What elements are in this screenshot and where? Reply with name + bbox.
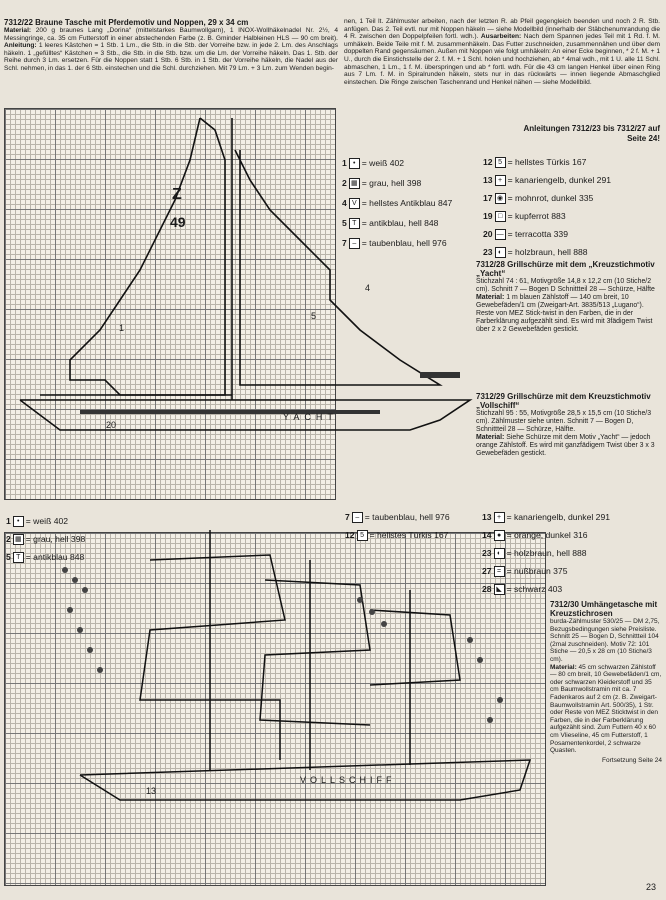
legend-num: 27 xyxy=(482,566,492,576)
legend-item xyxy=(345,508,485,526)
legend-symbol: + xyxy=(494,512,505,523)
section-30-title: 7312/30 Umhängetasche mit Kreuzstichrosen xyxy=(550,600,658,618)
legend-symbol: T xyxy=(349,218,360,229)
legend-symbol: ◣ xyxy=(494,584,505,595)
legend-symbol: = xyxy=(494,566,505,577)
legend-item xyxy=(482,580,662,598)
legend-label: = antikblau, hell 848 xyxy=(361,218,439,228)
section-22-title: 7312/22 Braune Tasche mit Pferdemotiv und Noppen, 29 x 34 cm xyxy=(4,18,249,27)
legend-symbol: □ xyxy=(495,211,506,222)
legend-symbol: ◐ xyxy=(494,548,505,559)
sails-outline-1 xyxy=(140,555,285,760)
legend-symbol: T xyxy=(13,552,24,563)
section-30-material-label: Material: xyxy=(550,663,577,671)
section-29-material-label: Material: xyxy=(476,434,505,441)
legend-label: = kupferrot 883 xyxy=(507,211,566,221)
legend-num: 19 xyxy=(483,211,493,221)
legend-symbol: V xyxy=(349,198,360,209)
anleitung-text: 1 leeres Kästchen = 1 Stb. 1 Lm., die Stb. in die Stb. der Vorreihe bzw. in jede 2. Lm. des Anschlags häkeln. 1 „gefülltes“ Kästchen = 3 Stb., die Stb. in die Stb. bzw. um die Lm. der Vorreihe häkeln. Das 1. Stb. der Reihe durch 3 Lm. ersetzen. Für die Noppen statt 1 Stb. 6 Stb. in 1 Stb. der Vorreihe häkeln, die Nadel aus der Schl. nehmen, in das 1. der 6 Stb. einstechen und die Schl. durchziehen. Mit 79 Lm. + 3 Lm. zum Wenden begin- xyxy=(4,42,338,72)
legend-label: = taubenblau, hell 976 xyxy=(361,238,447,248)
legend-symbol: – xyxy=(349,238,360,249)
cross-reference: Anleitungen 7312/23 bis 7312/27 auf Seite 24! xyxy=(523,124,660,143)
page-number: 23 xyxy=(646,882,657,892)
legend-label: = orange, dunkel 316 xyxy=(506,530,588,540)
legend-item xyxy=(345,526,485,544)
section-30-block xyxy=(550,600,662,764)
sails-outline-2 xyxy=(260,580,370,725)
legend-symbol: ▦ xyxy=(349,178,360,189)
legend-num: 5 xyxy=(342,218,347,228)
chart-label-5: 5 xyxy=(311,311,317,321)
legend-num: 2 xyxy=(342,178,347,188)
legend-num: 13 xyxy=(483,175,493,185)
chart-label-20: 20 xyxy=(106,420,117,430)
section-28-title: 7312/28 Grillschürze mit dem „Kreuzstichmotiv „Yacht“ xyxy=(476,260,655,278)
material-text: 200 g braunes Lang „Dorina“ (mittelstarkes Baumwollgarn), 1 INOX-Wollhäkelnadel Nr. 2½, 4 Messingringe, ca. 35 cm Futterstoff in einer abstechenden Farbe (z. B. Gminder Halbleinen HLS — 90 cm breit). xyxy=(4,27,338,42)
vollschiff-label: VOLLSCHIFF xyxy=(300,775,396,785)
chart-label-49: 49 xyxy=(170,214,186,230)
legend-num: 7 xyxy=(342,238,347,248)
section-28-material: 1 m blauen Zählstoff — 140 cm breit, 10 Gewebefäden/1 cm (Zweigart-Art. 3835/513 „Lugano“). Reste von MEZ Stick-twist in den Farben, die in der Farberklärung aufgezählt sind. Es wird mit 3fädigem Twist über 2 x 2 Gewebefäden gestickt. xyxy=(476,294,653,333)
legend-label: = schwarz 403 xyxy=(506,584,563,594)
legend-num: 28 xyxy=(482,584,492,594)
legend-symbol: ◐ xyxy=(495,247,506,258)
ausarbeiten-text: Nach dem Spannen jedes Teil mit 1 Rd. f. M. umhäkeln. Beide Teile mit f. M. zusammenhäkeln. Das Futter zuschneiden, zusammennähen und über dem doppelten Rand gegensäumen. Außen mit Noppen wie folgt umhäkeln: An einer Ecke beginnen, * 2 f. M. + 1 U., durch die Einstichstelle der 2. f. M. + 1 Schl. holen und hochziehen, ab * 4mal wdh., mit 1 U. alle 11 Schl. abmaschen, 1 Lm., 1 f. M. überspringen und ab * fortl. wdh. Für die 43 cm langen Henkel über einen Ring aus 7 Lm. f. M. in Spiralrunden häkeln, stets nur in das rückwärts — innen liegende Abmaschglied einstechen. Die Ringe zwischen Taschenrand und Henkel nähen — siehe Modellbild. xyxy=(344,33,660,86)
legend-label: = holzbraun, hell 888 xyxy=(507,247,588,257)
legend-num: 1 xyxy=(342,158,347,168)
legend-item xyxy=(482,508,662,526)
legend-num: 2 xyxy=(6,534,11,544)
legend-symbol: ◉ xyxy=(495,193,506,204)
legend-num: 7 xyxy=(345,512,350,522)
legend-item xyxy=(482,562,662,580)
legend-item xyxy=(482,544,662,562)
legend-symbol: — xyxy=(496,230,504,238)
legend-vollschiff-col1 xyxy=(6,512,156,566)
legend-num: 1 xyxy=(6,516,11,526)
material-label: Material: xyxy=(4,27,32,34)
legend-symbol: 5 xyxy=(357,530,368,541)
section-30-material: 45 cm schwarzen Zählstoff — 80 cm breit, 10 Gewebefäden/1 cm, oder schwarzen Kleiderstoff und 35 cm Baumwollstramin mit ca. 7 Fadenkaros auf 2 cm (z. B. Zweigart-Baumwollstramin Art. 500/35), 1 Str. oder Reste von MEZ Sticktwist in den Farben, die in der Farberklärung aufgezählt sind. Zum Futtern 40 x 60 cm Vlieseline, 45 cm Futterstoff, 1 Posamentenkordel, 2 schwarze Quasten. xyxy=(550,663,662,755)
legend-symbol: ● xyxy=(494,530,505,541)
legend-num: 12 xyxy=(483,157,493,167)
legend-label: = hellstes Türkis 167 xyxy=(507,157,587,167)
section-29-text: Stichzahl 95 : 55, Motivgröße 28,5 x 15,5 cm (10 Stiche/3 cm). Zählmuster siehe unten. Schnitt 7 — Bogen D, Schnittteil 28 — Schürze, Hälfte. xyxy=(476,410,652,433)
section-29-material: Siehe Schürze mit dem Motiv „Yacht“ — jedoch orange Zählstoff. Es wird mit ganzfädigem Twist über 3 x 3 Gewebefäden gestickt. xyxy=(476,434,655,457)
legend-item xyxy=(6,530,156,548)
legend-num: 23 xyxy=(483,247,493,257)
legend-item xyxy=(482,526,662,544)
legend-label: = grau, hell 398 xyxy=(361,178,422,188)
legend-label: = hellstes Antikblau 847 xyxy=(361,198,453,208)
legend-vollschiff-col3 xyxy=(482,508,662,598)
ausarbeiten-label: Ausarbeiten: xyxy=(480,33,522,41)
chart-label-13: 13 xyxy=(146,786,157,796)
continue-note: Fortsetzung Seite 24 xyxy=(602,756,662,764)
legend-label: = weiß 402 xyxy=(25,516,69,526)
legend-symbol: 5 xyxy=(495,157,506,168)
legend-label: = hellstes Türkis 167 xyxy=(369,530,449,540)
legend-symbol: + xyxy=(495,175,506,186)
legend-num: 23 xyxy=(482,548,492,558)
legend-num: 17 xyxy=(483,193,493,203)
section-28-material-label: Material: xyxy=(476,294,505,301)
legend-label: = antikblau 848 xyxy=(25,552,85,562)
legend-label: = grau, hell 398 xyxy=(25,534,86,544)
legend-item xyxy=(6,548,156,566)
yacht-label: YACHT xyxy=(283,412,338,422)
legend-num: 14 xyxy=(482,530,492,540)
legend-num: 13 xyxy=(482,512,492,522)
legend-label: = terracotta 339 xyxy=(507,229,568,239)
legend-label: = mohnrot, dunkel 335 xyxy=(507,193,594,203)
legend-num: 20 xyxy=(483,229,493,239)
anleitung-label: Anleitung: xyxy=(4,42,37,50)
legend-vollschiff-col2 xyxy=(345,508,485,544)
legend-symbol: • xyxy=(13,516,24,527)
legend-label: = nußbraun 375 xyxy=(506,566,568,576)
section-29-title: 7312/29 Grillschürze mit dem Kreuzstichmotiv „Vollschiff“ xyxy=(476,392,651,410)
dot-pattern xyxy=(62,567,503,723)
chart-label-1: 1 xyxy=(119,323,125,333)
continuation-text: nen, 1 Teil lt. Zählmuster arbeiten, nach der letzten R. ab Pfeil gegengleich beenden und noch 2 R. Stb. anfügen. Das 2. Teil evtl. nur mit Noppen häkeln — siehe Modellbild (innerhalb der Stäbchenumrandung die 4 R. zwischen den Doppelpfeilen fortl. wdh.). xyxy=(344,18,660,41)
legend-label: = kanariengelb, dunkel 291 xyxy=(507,175,612,185)
legend-symbol: • xyxy=(349,158,360,169)
legend-symbol: – xyxy=(352,512,363,523)
section-30-text: burda-Zählmuster 530/25 — DM 2,75, Bezugsbedingungen siehe Preisliste. Schnitt 25 — Bogen D, Schnittteil 104 (2mal zuschneiden). Motiv 72: 101 Stiche — 20,5 x 28 cm (10 Stiche/3 cm). xyxy=(550,618,660,663)
section-28-text: Stichzahl 74 : 61, Motivgröße 14,8 x 12,2 cm (10 Stiche/2 cm). Schnitt 7 — Bogen D Schnittteil 28 — Schürze, Hälfte xyxy=(476,278,655,293)
legend-item xyxy=(6,512,156,530)
legend-symbol: ▦ xyxy=(13,534,24,545)
chart-label-4: 4 xyxy=(365,283,371,293)
legend-num: 12 xyxy=(345,530,355,540)
chart-label-z: Z xyxy=(172,186,182,203)
legend-num: 4 xyxy=(342,198,347,208)
legend-label: = taubenblau, hell 976 xyxy=(364,512,450,522)
legend-label: = weiß 402 xyxy=(361,158,405,168)
legend-label: = kanariengelb, dunkel 291 xyxy=(506,512,611,522)
legend-num: 5 xyxy=(6,552,11,562)
legend-label: = holzbraun, hell 888 xyxy=(506,548,587,558)
